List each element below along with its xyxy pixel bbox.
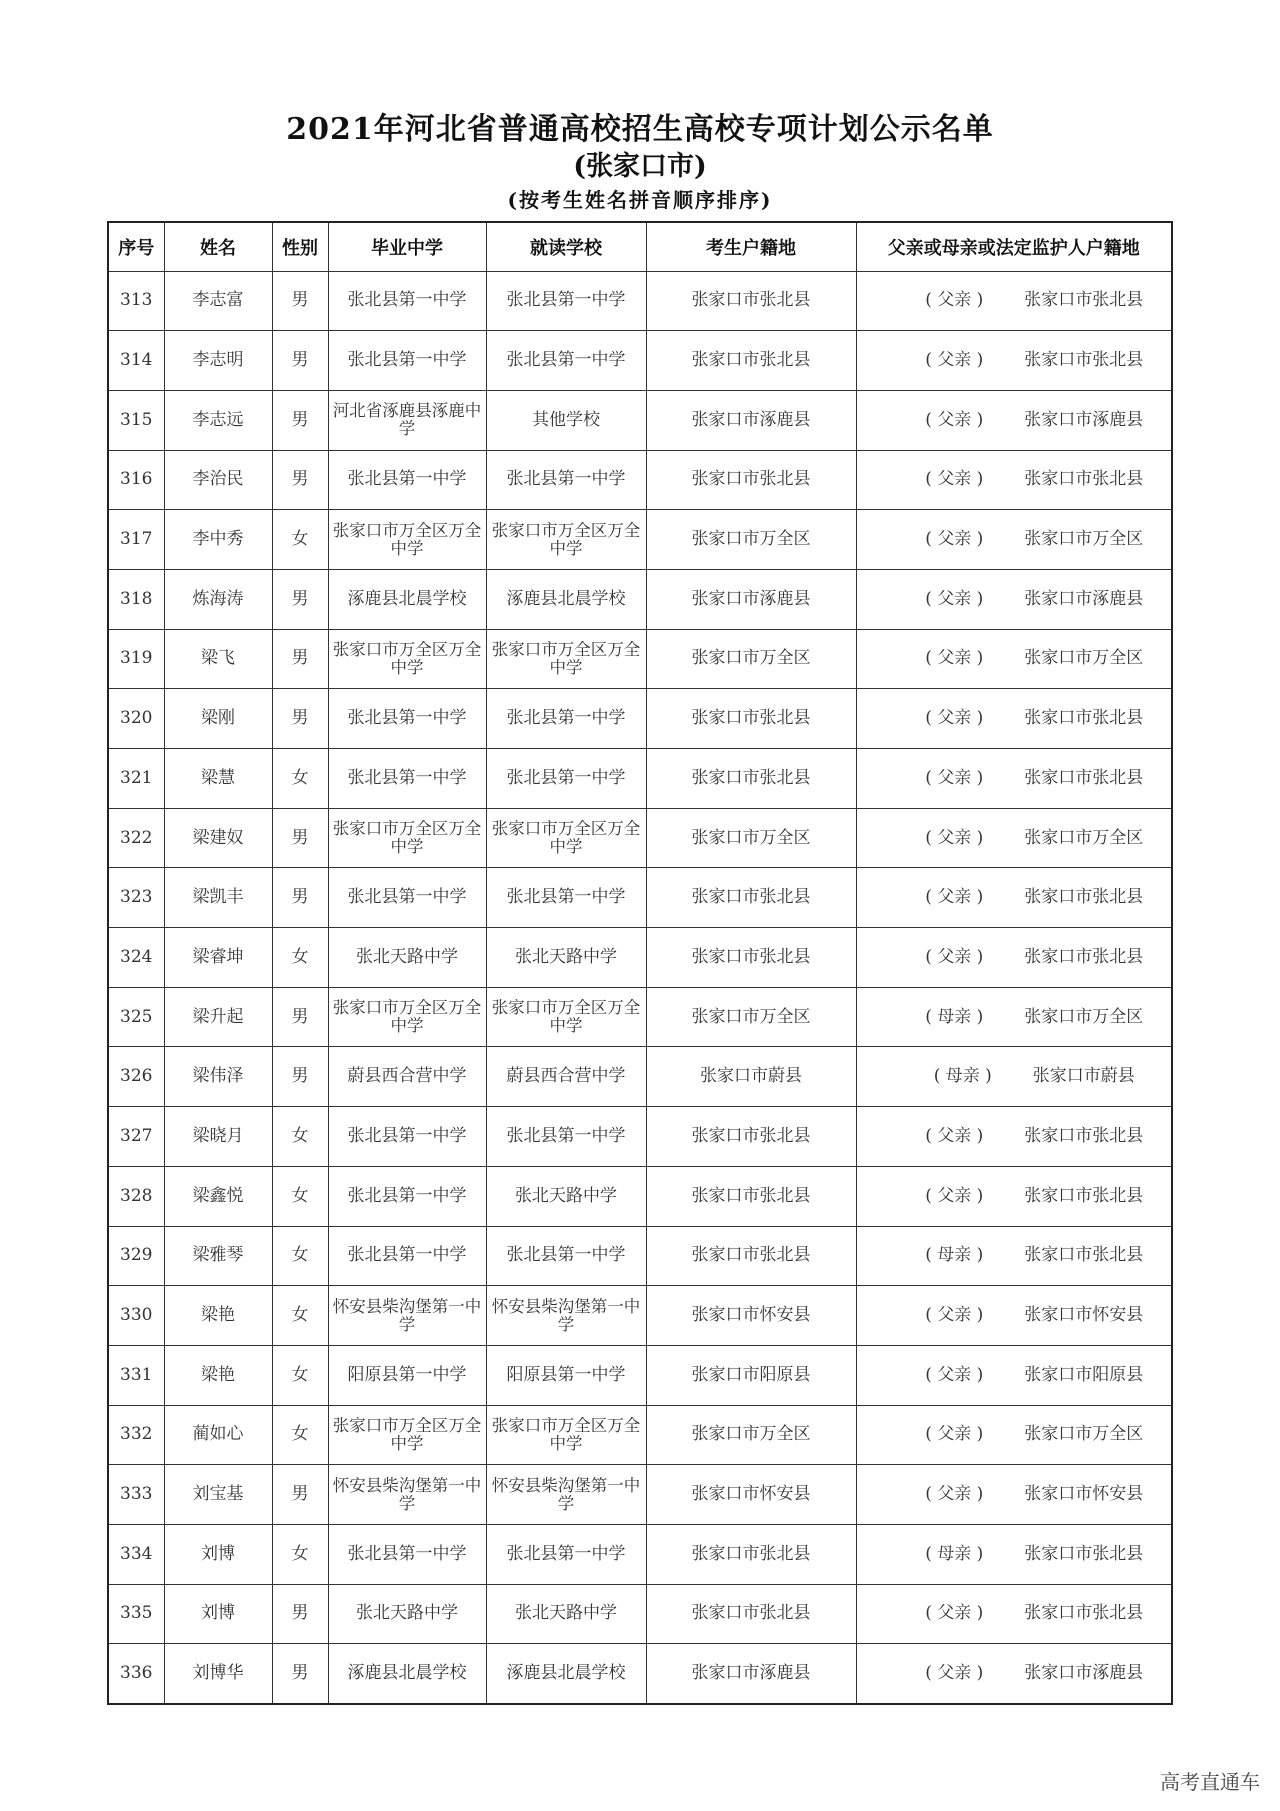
row-name: 梁雅琴 <box>164 1226 272 1286</box>
row-seq: 315 <box>108 390 164 450</box>
guardian-location: 张家口市涿鹿县 <box>1024 409 1144 430</box>
row-guardian-household <box>856 868 1172 928</box>
row-guardian-household <box>856 271 1172 331</box>
row-current-school: 张北县第一中学 <box>486 331 646 391</box>
table-row <box>108 868 1172 928</box>
row-graduated-school: 怀安县柴沟堡第一中学 <box>328 1286 486 1346</box>
row-household: 张家口市张北县 <box>646 1166 856 1226</box>
guardian-location: 张家口市张北县 <box>1024 1125 1144 1146</box>
row-guardian-household <box>856 390 1172 450</box>
row-graduated-school: 河北省涿鹿县涿鹿中学 <box>328 390 486 450</box>
row-graduated-school: 张北县第一中学 <box>328 749 486 809</box>
guardian-location: 张家口市万全区 <box>1024 648 1144 669</box>
row-guardian-household <box>856 928 1172 988</box>
row-seq: 331 <box>108 1345 164 1405</box>
guardian-relation: ( 母亲 ) <box>925 1006 984 1027</box>
row-gender: 女 <box>272 1286 328 1346</box>
row-household: 张家口市张北县 <box>646 928 856 988</box>
guardian-relation: ( 父亲 ) <box>925 1662 984 1683</box>
row-seq: 327 <box>108 1107 164 1167</box>
row-gender: 男 <box>272 689 328 749</box>
row-gender: 女 <box>272 1405 328 1465</box>
table-row <box>108 1226 1172 1286</box>
row-gender: 女 <box>272 1226 328 1286</box>
table-row <box>108 390 1172 450</box>
row-graduated-school: 张北县第一中学 <box>328 1166 486 1226</box>
row-graduated-school: 张北天路中学 <box>328 928 486 988</box>
row-current-school: 张北县第一中学 <box>486 271 646 331</box>
guardian-relation: ( 父亲 ) <box>925 1424 984 1445</box>
row-current-school: 张家口市万全区万全中学 <box>486 510 646 570</box>
row-household: 张家口市张北县 <box>646 868 856 928</box>
row-seq: 326 <box>108 1047 164 1107</box>
row-seq: 334 <box>108 1524 164 1584</box>
row-seq: 333 <box>108 1465 164 1525</box>
row-graduated-school: 张家口市万全区万全中学 <box>328 808 486 868</box>
table-row <box>108 987 1172 1047</box>
table-row <box>108 749 1172 809</box>
row-graduated-school: 张家口市万全区万全中学 <box>328 987 486 1047</box>
guardian-location: 张家口市涿鹿县 <box>1024 588 1144 609</box>
guardian-location: 张家口市涿鹿县 <box>1024 1662 1144 1683</box>
guardian-location: 张家口市张北县 <box>1024 708 1144 729</box>
row-household: 张家口市张北县 <box>646 1524 856 1584</box>
row-name: 李志远 <box>164 390 272 450</box>
row-guardian-household <box>856 749 1172 809</box>
row-household: 张家口市万全区 <box>646 510 856 570</box>
row-gender: 女 <box>272 1345 328 1405</box>
guardian-relation: ( 母亲 ) <box>925 1543 984 1564</box>
column-header-household: 考生户籍地 <box>646 222 856 271</box>
guardian-location: 张家口市张北县 <box>1024 1543 1144 1564</box>
row-gender: 男 <box>272 569 328 629</box>
table-row <box>108 1345 1172 1405</box>
row-name: 梁艳 <box>164 1286 272 1346</box>
row-guardian-household <box>856 331 1172 391</box>
row-name: 梁建奴 <box>164 808 272 868</box>
row-guardian-household <box>856 689 1172 749</box>
guardian-relation: ( 父亲 ) <box>925 409 984 430</box>
row-name: 刘博 <box>164 1524 272 1584</box>
row-gender: 男 <box>272 271 328 331</box>
row-name: 刘博华 <box>164 1644 272 1704</box>
row-guardian-household <box>856 629 1172 689</box>
row-gender: 男 <box>272 987 328 1047</box>
row-guardian-household <box>856 1166 1172 1226</box>
row-household: 张家口市阳原县 <box>646 1345 856 1405</box>
guardian-location: 张家口市万全区 <box>1024 529 1144 550</box>
row-household: 张家口市怀安县 <box>646 1465 856 1525</box>
row-graduated-school: 张家口市万全区万全中学 <box>328 1405 486 1465</box>
column-header-name: 姓名 <box>164 222 272 271</box>
guardian-location: 张家口市万全区 <box>1024 1006 1144 1027</box>
guardian-relation: ( 父亲 ) <box>925 469 984 490</box>
row-name: 刘博 <box>164 1584 272 1644</box>
row-seq: 321 <box>108 749 164 809</box>
guardian-location: 张家口市张北县 <box>1024 767 1144 788</box>
guardian-location: 张家口市万全区 <box>1024 1424 1144 1445</box>
column-header-gender: 性别 <box>272 222 328 271</box>
guardian-location: 张家口市张北县 <box>1024 350 1144 371</box>
table-row <box>108 271 1172 331</box>
row-name: 刘宝基 <box>164 1465 272 1525</box>
row-current-school: 蔚县西合营中学 <box>486 1047 646 1107</box>
table-row <box>108 1584 1172 1644</box>
row-household: 张家口市张北县 <box>646 1584 856 1644</box>
row-current-school: 怀安县柴沟堡第一中学 <box>486 1286 646 1346</box>
row-current-school: 张北县第一中学 <box>486 1107 646 1167</box>
row-seq: 313 <box>108 271 164 331</box>
sort-note: (按考生姓名拼音顺序排序) <box>507 188 773 212</box>
row-seq: 335 <box>108 1584 164 1644</box>
row-graduated-school: 张北县第一中学 <box>328 271 486 331</box>
row-gender: 男 <box>272 1584 328 1644</box>
table-row <box>108 808 1172 868</box>
guardian-relation: ( 父亲 ) <box>925 1603 984 1624</box>
row-current-school: 其他学校 <box>486 390 646 450</box>
page-subtitle: (张家口市) <box>573 151 707 182</box>
row-household: 张家口市张北县 <box>646 271 856 331</box>
row-current-school: 张家口市万全区万全中学 <box>486 629 646 689</box>
row-graduated-school: 张家口市万全区万全中学 <box>328 629 486 689</box>
column-header-seq: 序号 <box>108 222 164 271</box>
row-guardian-household <box>856 1405 1172 1465</box>
guardian-location: 张家口市张北县 <box>1024 290 1144 311</box>
row-gender: 女 <box>272 1524 328 1584</box>
row-gender: 男 <box>272 450 328 510</box>
guardian-location: 张家口市张北县 <box>1024 469 1144 490</box>
row-guardian-household <box>856 450 1172 510</box>
row-current-school: 张北天路中学 <box>486 1166 646 1226</box>
footer-watermark: 高考直通车 <box>1160 1770 1260 1794</box>
row-current-school: 张北县第一中学 <box>486 1524 646 1584</box>
row-gender: 男 <box>272 1465 328 1525</box>
row-household: 张家口市张北县 <box>646 689 856 749</box>
row-gender: 男 <box>272 868 328 928</box>
row-current-school: 张北县第一中学 <box>486 749 646 809</box>
table-row <box>108 1286 1172 1346</box>
row-graduated-school: 张北县第一中学 <box>328 331 486 391</box>
row-name: 李治民 <box>164 450 272 510</box>
row-current-school: 张北县第一中学 <box>486 1226 646 1286</box>
row-guardian-household <box>856 808 1172 868</box>
row-guardian-household <box>856 1107 1172 1167</box>
row-graduated-school: 涿鹿县北晨学校 <box>328 1644 486 1704</box>
row-guardian-household <box>856 1226 1172 1286</box>
guardian-relation: ( 父亲 ) <box>925 1364 984 1385</box>
row-name: 梁刚 <box>164 689 272 749</box>
row-name: 李志富 <box>164 271 272 331</box>
table-row <box>108 1405 1172 1465</box>
row-seq: 324 <box>108 928 164 988</box>
guardian-relation: ( 父亲 ) <box>925 946 984 967</box>
row-gender: 男 <box>272 1047 328 1107</box>
row-graduated-school: 张北县第一中学 <box>328 450 486 510</box>
row-household: 张家口市涿鹿县 <box>646 390 856 450</box>
row-name: 梁晓月 <box>164 1107 272 1167</box>
table-row <box>108 1047 1172 1107</box>
row-seq: 322 <box>108 808 164 868</box>
row-gender: 女 <box>272 1166 328 1226</box>
row-name: 梁鑫悦 <box>164 1166 272 1226</box>
guardian-relation: ( 父亲 ) <box>925 827 984 848</box>
table-row <box>108 1107 1172 1167</box>
row-gender: 女 <box>272 928 328 988</box>
column-header-current-school: 就读学校 <box>486 222 646 271</box>
row-seq: 336 <box>108 1644 164 1704</box>
row-current-school: 怀安县柴沟堡第一中学 <box>486 1465 646 1525</box>
row-guardian-household <box>856 569 1172 629</box>
guardian-relation: ( 母亲 ) <box>933 1066 992 1087</box>
row-guardian-household <box>856 510 1172 570</box>
table-row <box>108 1465 1172 1525</box>
guardian-relation: ( 父亲 ) <box>925 290 984 311</box>
guardian-relation: ( 父亲 ) <box>925 1484 984 1505</box>
row-current-school: 张家口市万全区万全中学 <box>486 987 646 1047</box>
guardian-relation: ( 父亲 ) <box>925 887 984 908</box>
row-seq: 328 <box>108 1166 164 1226</box>
table-row <box>108 689 1172 749</box>
guardian-location: 张家口市张北县 <box>1024 887 1144 908</box>
row-household: 张家口市万全区 <box>646 1405 856 1465</box>
guardian-relation: ( 母亲 ) <box>925 1245 984 1266</box>
row-guardian-household <box>856 987 1172 1047</box>
row-household: 张家口市张北县 <box>646 1226 856 1286</box>
table-header-row <box>108 222 1172 271</box>
row-seq: 329 <box>108 1226 164 1286</box>
row-household: 张家口市万全区 <box>646 629 856 689</box>
table-row <box>108 510 1172 570</box>
column-header-guardian-household: 父亲或母亲或法定监护人户籍地 <box>856 222 1172 271</box>
table-row <box>108 331 1172 391</box>
row-seq: 323 <box>108 868 164 928</box>
guardian-location: 张家口市张北县 <box>1024 1603 1144 1624</box>
guardian-relation: ( 父亲 ) <box>925 1125 984 1146</box>
table-row <box>108 569 1172 629</box>
candidate-table <box>107 221 1173 1705</box>
row-seq: 317 <box>108 510 164 570</box>
row-name: 梁飞 <box>164 629 272 689</box>
row-guardian-household <box>856 1047 1172 1107</box>
row-current-school: 张北县第一中学 <box>486 450 646 510</box>
row-guardian-household <box>856 1584 1172 1644</box>
table-row <box>108 1524 1172 1584</box>
row-gender: 男 <box>272 808 328 868</box>
table-row <box>108 1166 1172 1226</box>
row-household: 张家口市涿鹿县 <box>646 569 856 629</box>
guardian-relation: ( 父亲 ) <box>925 350 984 371</box>
row-name: 李中秀 <box>164 510 272 570</box>
table-body <box>108 271 1172 1704</box>
row-seq: 332 <box>108 1405 164 1465</box>
row-gender: 女 <box>272 510 328 570</box>
guardian-relation: ( 父亲 ) <box>925 529 984 550</box>
row-household: 张家口市蔚县 <box>646 1047 856 1107</box>
row-guardian-household <box>856 1465 1172 1525</box>
row-household: 张家口市张北县 <box>646 450 856 510</box>
row-graduated-school: 张北县第一中学 <box>328 1107 486 1167</box>
guardian-relation: ( 父亲 ) <box>925 1305 984 1326</box>
row-guardian-household <box>856 1644 1172 1704</box>
row-seq: 325 <box>108 987 164 1047</box>
table-row <box>108 450 1172 510</box>
row-graduated-school: 张北县第一中学 <box>328 689 486 749</box>
guardian-relation: ( 父亲 ) <box>925 588 984 609</box>
row-current-school: 涿鹿县北晨学校 <box>486 569 646 629</box>
row-graduated-school: 张家口市万全区万全中学 <box>328 510 486 570</box>
guardian-location: 张家口市张北县 <box>1024 1185 1144 1206</box>
row-graduated-school: 涿鹿县北晨学校 <box>328 569 486 629</box>
row-current-school: 张家口市万全区万全中学 <box>486 808 646 868</box>
guardian-location: 张家口市蔚县 <box>1032 1066 1135 1087</box>
row-name: 梁凯丰 <box>164 868 272 928</box>
column-header-graduated-school: 毕业中学 <box>328 222 486 271</box>
row-household: 张家口市万全区 <box>646 987 856 1047</box>
row-gender: 男 <box>272 331 328 391</box>
guardian-location: 张家口市张北县 <box>1024 946 1144 967</box>
row-gender: 男 <box>272 629 328 689</box>
row-name: 炼海涛 <box>164 569 272 629</box>
row-seq: 319 <box>108 629 164 689</box>
row-seq: 314 <box>108 331 164 391</box>
row-gender: 男 <box>272 1644 328 1704</box>
guardian-location: 张家口市怀安县 <box>1024 1484 1144 1505</box>
table-row <box>108 1644 1172 1704</box>
row-graduated-school: 张北县第一中学 <box>328 1524 486 1584</box>
row-current-school: 张家口市万全区万全中学 <box>486 1405 646 1465</box>
row-household: 张家口市涿鹿县 <box>646 1644 856 1704</box>
guardian-location: 张家口市阳原县 <box>1024 1364 1144 1385</box>
guardian-location: 张家口市张北县 <box>1024 1245 1144 1266</box>
row-name: 蔺如心 <box>164 1405 272 1465</box>
row-household: 张家口市万全区 <box>646 808 856 868</box>
guardian-relation: ( 父亲 ) <box>925 648 984 669</box>
row-gender: 女 <box>272 1107 328 1167</box>
row-household: 张家口市怀安县 <box>646 1286 856 1346</box>
row-current-school: 涿鹿县北晨学校 <box>486 1644 646 1704</box>
row-name: 李志明 <box>164 331 272 391</box>
row-gender: 男 <box>272 390 328 450</box>
row-seq: 316 <box>108 450 164 510</box>
row-name: 梁睿坤 <box>164 928 272 988</box>
guardian-relation: ( 父亲 ) <box>925 767 984 788</box>
row-gender: 女 <box>272 749 328 809</box>
row-current-school: 张北天路中学 <box>486 1584 646 1644</box>
guardian-location: 张家口市怀安县 <box>1024 1305 1144 1326</box>
table-row <box>108 928 1172 988</box>
row-current-school: 张北县第一中学 <box>486 689 646 749</box>
row-current-school: 张北天路中学 <box>486 928 646 988</box>
row-name: 梁伟泽 <box>164 1047 272 1107</box>
row-graduated-school: 张北县第一中学 <box>328 1226 486 1286</box>
row-current-school: 阳原县第一中学 <box>486 1345 646 1405</box>
row-household: 张家口市张北县 <box>646 1107 856 1167</box>
row-graduated-school: 蔚县西合营中学 <box>328 1047 486 1107</box>
row-name: 梁慧 <box>164 749 272 809</box>
row-graduated-school: 张北县第一中学 <box>328 868 486 928</box>
row-household: 张家口市张北县 <box>646 331 856 391</box>
row-graduated-school: 怀安县柴沟堡第一中学 <box>328 1465 486 1525</box>
row-guardian-household <box>856 1524 1172 1584</box>
guardian-relation: ( 父亲 ) <box>925 1185 984 1206</box>
row-current-school: 张北县第一中学 <box>486 868 646 928</box>
row-guardian-household <box>856 1345 1172 1405</box>
row-guardian-household <box>856 1286 1172 1346</box>
row-graduated-school: 张北天路中学 <box>328 1584 486 1644</box>
row-seq: 318 <box>108 569 164 629</box>
row-household: 张家口市张北县 <box>646 749 856 809</box>
table-row <box>108 629 1172 689</box>
guardian-relation: ( 父亲 ) <box>925 708 984 729</box>
row-graduated-school: 阳原县第一中学 <box>328 1345 486 1405</box>
guardian-location: 张家口市万全区 <box>1024 827 1144 848</box>
row-name: 梁艳 <box>164 1345 272 1405</box>
row-seq: 320 <box>108 689 164 749</box>
row-seq: 330 <box>108 1286 164 1346</box>
row-name: 梁升起 <box>164 987 272 1047</box>
page-title: 2021年河北省普通高校招生高校专项计划公示名单 <box>286 112 994 147</box>
